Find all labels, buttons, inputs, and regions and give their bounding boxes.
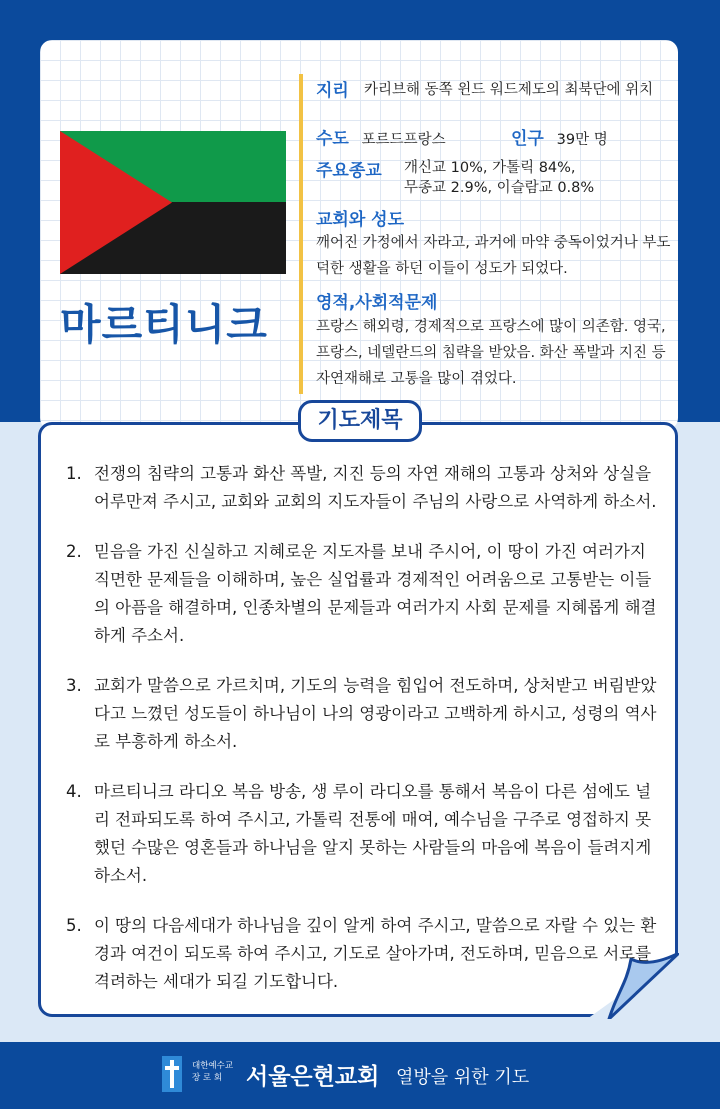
denomination: 대한예수교 장 로 회 (192, 1061, 234, 1083)
prayer-number: 2. (66, 542, 82, 561)
prayer-item (66, 672, 666, 756)
capital-value: 포르드프랑스 (361, 132, 446, 148)
prayer-item (66, 460, 666, 516)
religion-value: 개신교 10%, 가톨릭 84%, 무종교 2.9%, 이슬람교 0.8% (404, 160, 595, 196)
prayer-number: 1. (66, 464, 82, 483)
footer-subtitle: 열방을 위한 기도 (396, 1067, 530, 1088)
geography-value: 카리브해 동쪽 윈드 워드제도의 최북단에 위치 (364, 82, 654, 98)
prayer-number: 5. (66, 916, 82, 935)
prayer-text: 믿음을 가진 신실하고 지혜로운 지도자를 보내 주시어, 이 땅이 가진 여러가지 직면한 문제들을 이해하며, 높은 실업률과 경제적인 어려움으로 고통받는 이들의 아픔을 해결하며, 인종차별의 문제들과 여러가지 사회 문제를 지혜롭게 해결하게 주소서. (94, 542, 657, 645)
social-text: 프랑스 해외령, 경제적으로 프랑스에 많이 의존함. 영국, 프랑스, 네델란드의 침략을 받았음. 화산 폭발과 지진 등 자연재해로 고통을 많이 겪었다. (316, 319, 666, 387)
church-heading: 교회와 성도 (316, 210, 405, 230)
geography-row (316, 76, 349, 101)
prayer-text: 전쟁의 침략의 고통과 화산 폭발, 지진 등의 자연 재해의 고통과 상처와 상실을 어루만져 주시고, 교회와 교회의 지도자들이 주님의 사랑으로 사역하게 하소서. (94, 464, 657, 511)
prayer-item (66, 538, 666, 650)
prayer-text: 마르티니크 라디오 복음 방송, 생 루이 라디오를 통해서 복음이 다른 섬에도 널리 전파되도록 하여 주시고, 가톨릭 전통에 매여, 예수님을 구주로 영접하지 못했던 수많은 영혼들과 하나님을 알지 못하는 사람들의 마음에 복음이 들려지게 하소서. (94, 782, 652, 885)
prayer-item (66, 912, 666, 996)
religion-label: 주요종교 (316, 161, 382, 181)
church-name: 서울은현교회 (246, 1064, 380, 1090)
geography-label: 지리 (316, 81, 349, 101)
prayer-number: 4. (66, 782, 82, 801)
population-value: 39만 명 (556, 132, 608, 148)
religion-row (316, 156, 382, 181)
info-divider (299, 74, 303, 394)
capital-label: 수도 (316, 129, 349, 149)
social-heading: 영적,사회적문제 (316, 293, 438, 313)
prayer-title: 기도제목 (298, 400, 422, 442)
prayer-text: 교회가 말씀으로 가르치며, 기도의 능력을 힘입어 전도하며, 상처받고 버림받았다고 느꼈던 성도들이 하나님이 나의 영광이라고 고백하게 하시고, 성령의 역사로 부흥하게 하소서. (94, 676, 657, 751)
martinique-flag (60, 131, 286, 274)
capital-row (316, 124, 446, 149)
prayer-list (66, 460, 666, 1018)
prayer-item (66, 778, 666, 890)
population-label: 인구 (511, 129, 544, 149)
population-row (511, 124, 608, 149)
country-name: 마르티니크 (60, 300, 268, 349)
prayer-number: 3. (66, 676, 82, 695)
church-text: 깨어진 가정에서 자라고, 과거에 마약 중독이었거나 부도덕한 생활을 하던 이들이 성도가 되었다. (316, 235, 671, 277)
cross-icon (162, 1056, 182, 1092)
prayer-text: 이 땅의 다음세대가 하나님을 깊이 알게 하여 주시고, 말씀으로 자랄 수 있는 환경과 여건이 되도록 하여 주시고, 기도로 살아가며, 전도하며, 믿음으로 서로를 격려하는 세대가 되길 기도합니다. (94, 916, 657, 991)
